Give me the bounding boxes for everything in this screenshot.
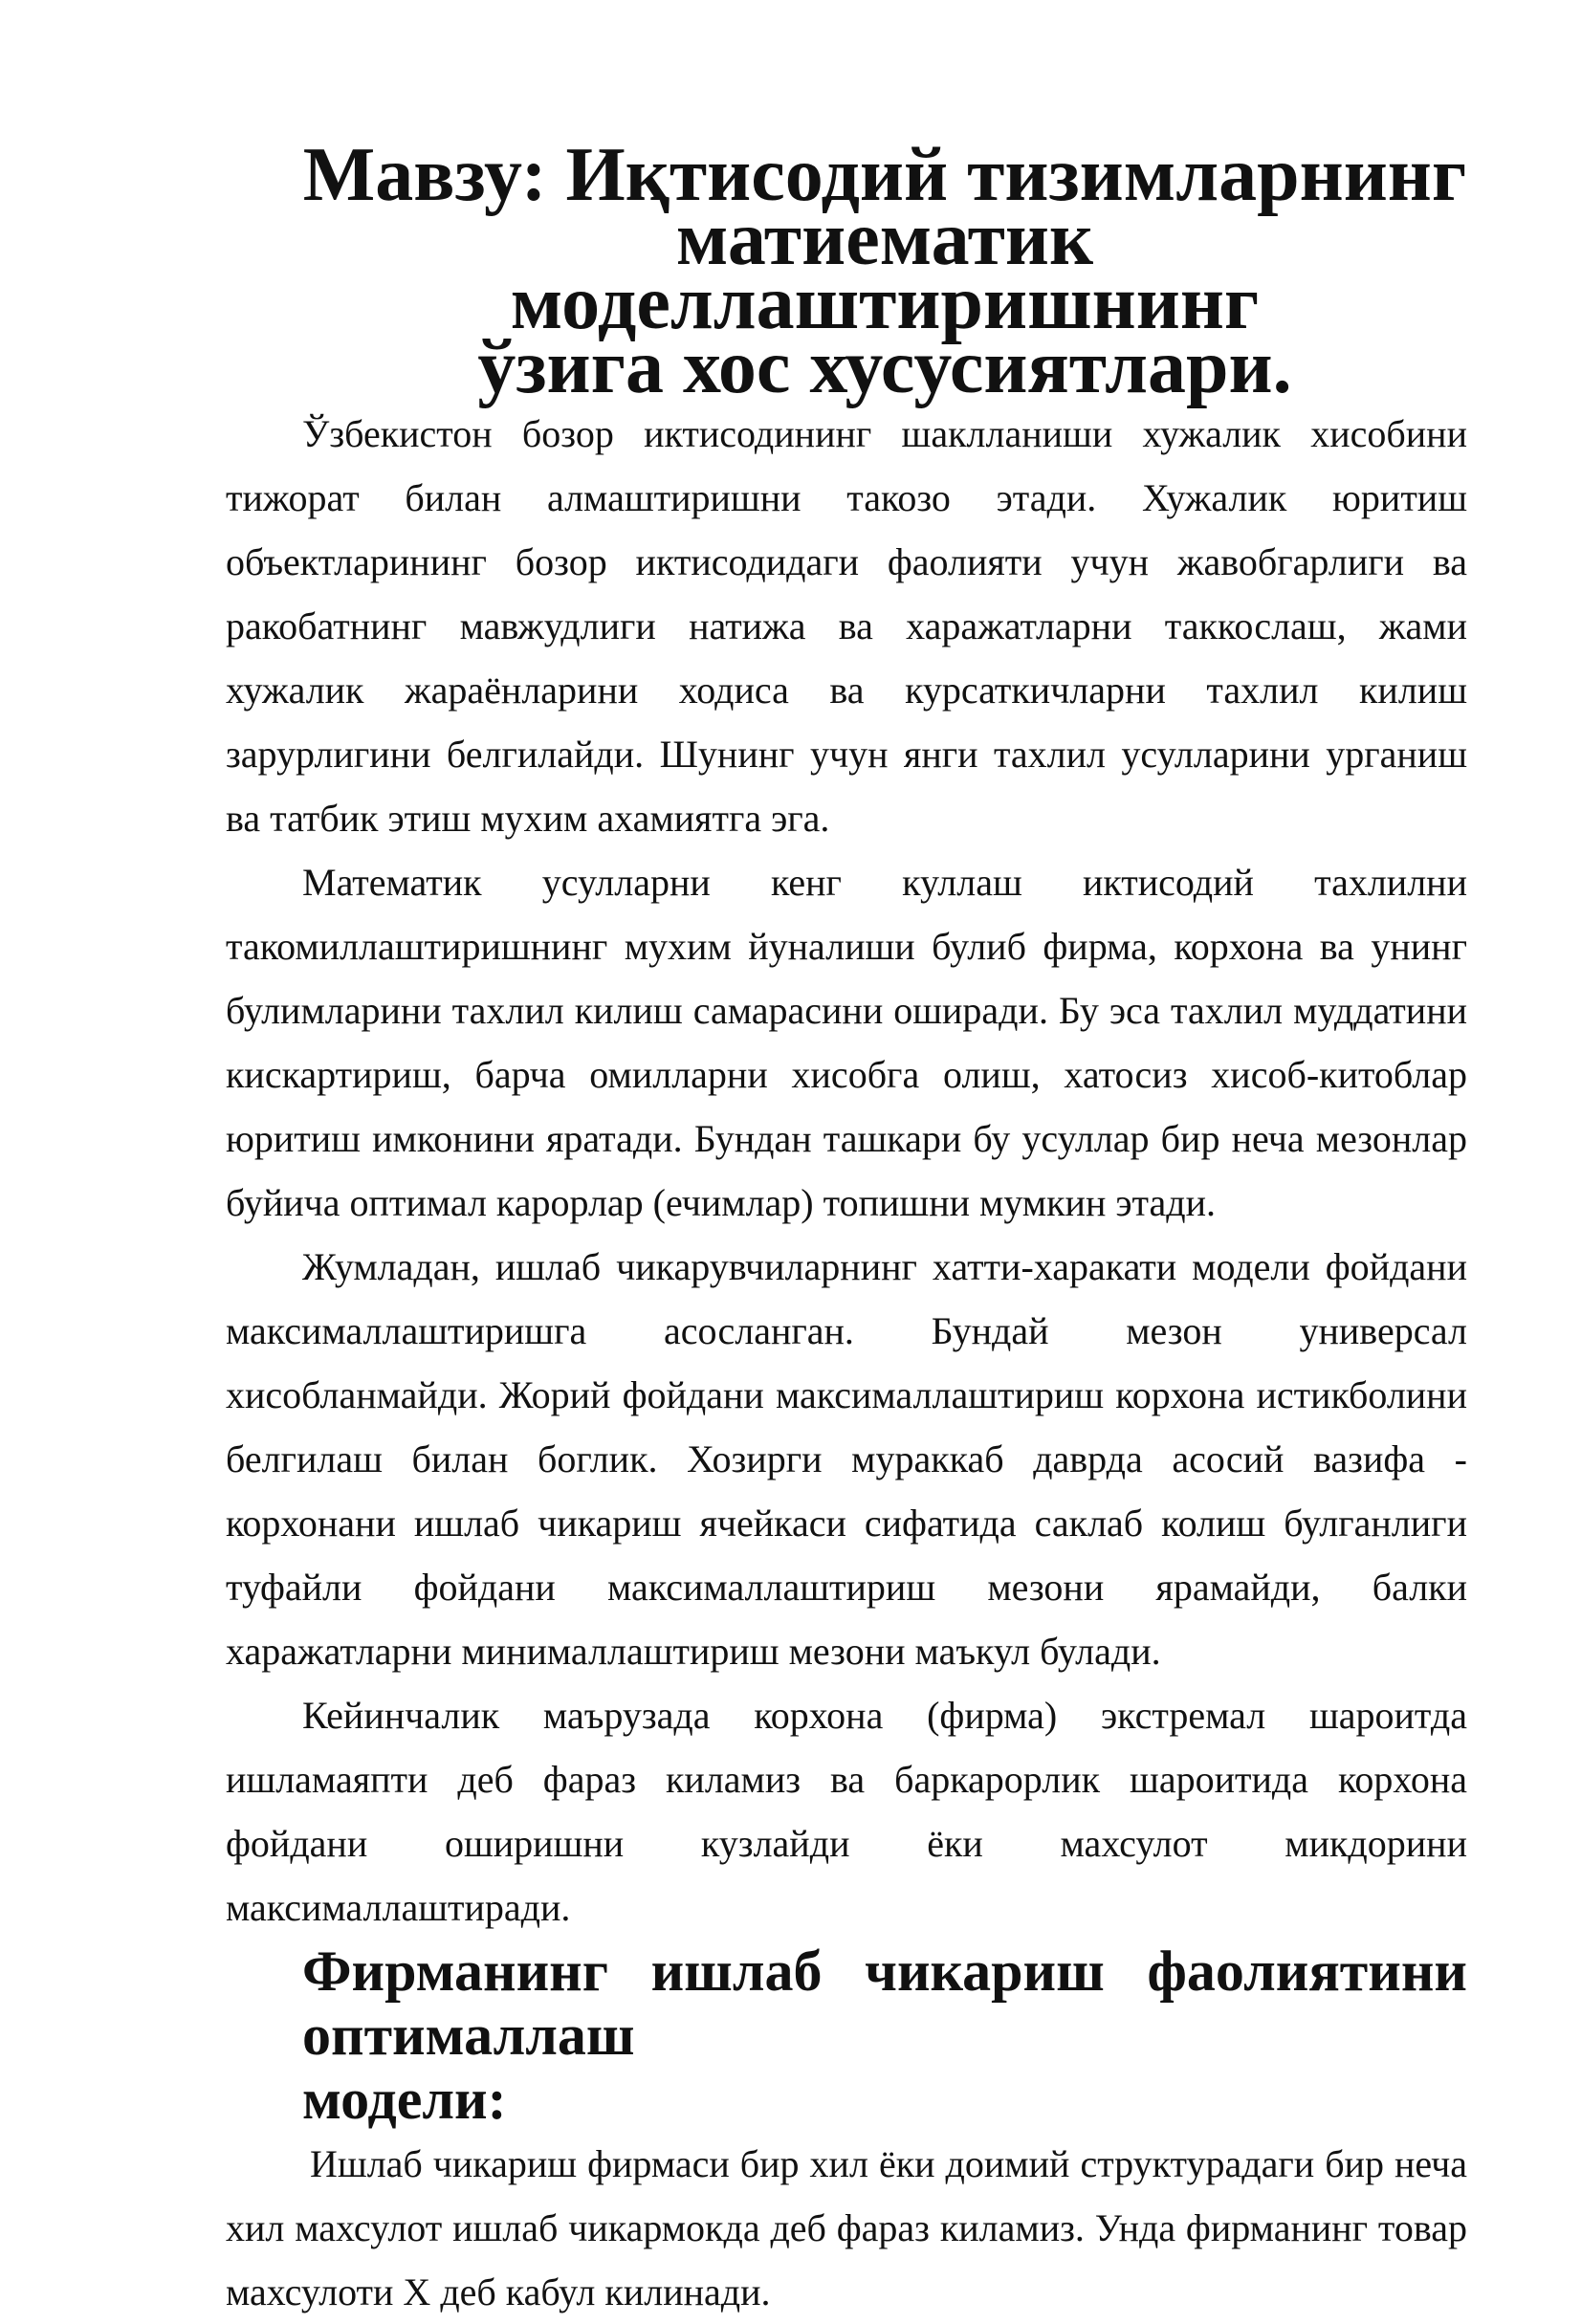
paragraph-5: Ишлаб чикариш фирмаси бир хил ёки доимий структурадаги бир неча хил махсулот ишлаб чикармокда деб фараз киламиз. Унда фирманинг товар махсулоти X деб кабул килинади.	[226, 2142, 1467, 2313]
subheading-line-1: Фирманинг ишлаб чикариш фаолиятини оптималлаш	[302, 1940, 1467, 2067]
title-line-1: Мавзу: Иқтисодий тизимларнинг матиематик моделлаштиришнинг	[302, 133, 1467, 345]
title-line-2: ўзига хос хусусиятлари.	[477, 325, 1292, 409]
subheading-line-2: модели:	[302, 2068, 507, 2131]
paragraph-3: Жумладан, ишлаб чикарувчиларнинг хатти-харакати модели фойдани максималлаштиришга асосланган. Бундай мезон универсал хисобланмайди. Жорий фойдани максималлаштириш корхона истикболини белгилаш билан боглик. Хозирги мураккаб даврда асосий вазифа - корхонани ишлаб чикариш ячейкаси сифатида саклаб колиш булганлиги туфайли фойдани максималлаштириш мезони ярамайди, балки харажатларни минималлаштириш мезони маъкул булади.	[226, 1245, 1467, 1673]
section-subheading	[226, 1940, 1467, 2132]
document-title	[226, 133, 1467, 409]
document-body	[226, 133, 1467, 2324]
paragraph-2: Математик усулларни кенг куллаш иктисодий тахлилни такомиллаштиришнинг мухим йуналиши булиб фирма, корхона ва унинг булимларини тахлил килиш самарасини оширади. Бу эса тахлил муддатини кискартириш, барча омилларни хисобга олиш, хатосиз хисоб-китоблар юритиш имконини яратади. Бундан ташкари бу усуллар бир неча мезонлар буйича оптимал карорлар (ечимлар) топишни мумкин этади.	[226, 861, 1467, 1224]
paragraph-4: Кейинчалик маърузада корхона (фирма) экстремал шароитда ишламаяпти деб фараз киламиз ва баркарорлик шароитида корхона фойдани оширишни кузлайди ёки махсулот микдорини максималлаштиради.	[226, 1694, 1467, 1929]
paragraph-1: Ўзбекистон бозор иктисодининг шаклланиши хужалик хисобини тижорат билан алмаштиришни такозо этади. Хужалик юритиш объектларининг бозор иктисодидаги фаолияти учун жавобгарлиги ва ракобатнинг мавжудлиги натижа ва харажатларни таккослаш, жами хужалик жараёнларини ходиса ва курсаткичларни тахлил килиш зарурлигини белгилайди. Шунинг учун янги тахлил усулларини урганиш ва татбик этиш мухим ахамиятга эга.	[226, 412, 1467, 840]
